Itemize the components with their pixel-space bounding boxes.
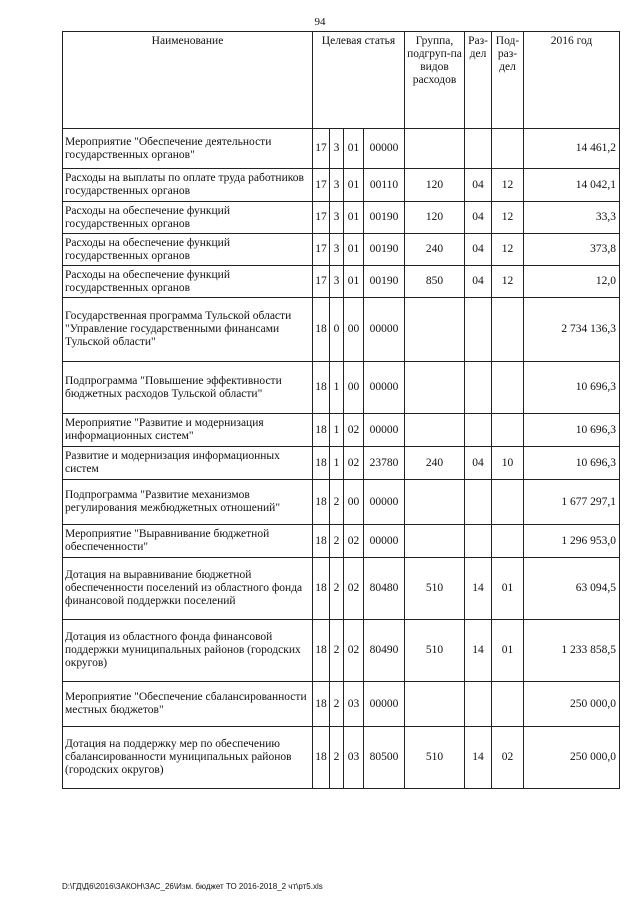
table-row: [63, 129, 620, 169]
row-name-cell: Дотация на поддержку мер по обеспечению сбалансированности муниципальных районов (городских округов): [63, 727, 313, 789]
target-code-3: 02: [344, 558, 364, 620]
section-cell: [465, 480, 492, 525]
section-cell: 14: [465, 727, 492, 789]
subsection-cell: [492, 480, 524, 525]
row-name-cell: Расходы на обеспечение функций государственных органов: [63, 202, 313, 234]
expense-group-cell: 850: [405, 266, 465, 298]
row-name-cell: Мероприятие "Выравнивание бюджетной обеспеченности": [63, 525, 313, 558]
expense-group-cell: [405, 129, 465, 169]
amount-cell: 10 696,3: [524, 362, 620, 414]
section-cell: 14: [465, 558, 492, 620]
amount-cell: 373,8: [524, 234, 620, 266]
row-name-cell: Мероприятие "Развитие и модернизация информационных систем": [63, 414, 313, 447]
target-code-4: 80490: [364, 620, 405, 682]
table-row: [63, 558, 620, 620]
target-code-3: 01: [344, 202, 364, 234]
target-code-4: 00110: [364, 169, 405, 202]
row-name-cell: Мероприятие "Обеспечение сбалансированности местных бюджетов": [63, 682, 313, 727]
row-name-cell: Дотация из областного фонда финансовой поддержки муниципальных районов (городских округов): [63, 620, 313, 682]
target-code-1: 17: [313, 169, 330, 202]
target-code-4: 00000: [364, 414, 405, 447]
subsection-cell: 10: [492, 447, 524, 480]
section-cell: 04: [465, 447, 492, 480]
subsection-cell: 12: [492, 266, 524, 298]
target-code-3: 03: [344, 682, 364, 727]
row-name-cell: Расходы на обеспечение функций государственных органов: [63, 266, 313, 298]
target-code-3: 00: [344, 480, 364, 525]
expense-group-cell: 120: [405, 169, 465, 202]
target-code-1: 18: [313, 298, 330, 362]
table-row: [63, 727, 620, 789]
subsection-cell: [492, 682, 524, 727]
target-code-4: 00000: [364, 682, 405, 727]
table-row: [63, 362, 620, 414]
target-code-1: 17: [313, 202, 330, 234]
target-code-4: 00000: [364, 298, 405, 362]
target-code-3: 01: [344, 129, 364, 169]
expense-group-cell: [405, 682, 465, 727]
expense-group-cell: [405, 362, 465, 414]
subsection-cell: [492, 525, 524, 558]
target-code-3: 01: [344, 169, 364, 202]
section-cell: 14: [465, 620, 492, 682]
row-name-cell: Подпрограмма "Развитие механизмов регулирования межбюджетных отношений": [63, 480, 313, 525]
section-cell: [465, 682, 492, 727]
target-code-2: 2: [330, 682, 344, 727]
section-cell: 04: [465, 266, 492, 298]
amount-cell: 10 696,3: [524, 414, 620, 447]
amount-cell: 10 696,3: [524, 447, 620, 480]
target-code-4: 00000: [364, 480, 405, 525]
target-code-1: 18: [313, 727, 330, 789]
table-row: [63, 202, 620, 234]
target-code-4: 23780: [364, 447, 405, 480]
row-name-cell: Мероприятие "Обеспечение деятельности государственных органов": [63, 129, 313, 169]
header-name: Наименование: [63, 32, 313, 129]
target-code-2: 3: [330, 202, 344, 234]
target-code-3: 02: [344, 447, 364, 480]
target-code-2: 2: [330, 727, 344, 789]
row-name-cell: Подпрограмма "Повышение эффективности бюджетных расходов Тульской области": [63, 362, 313, 414]
row-name-cell: Расходы на обеспечение функций государственных органов: [63, 234, 313, 266]
target-code-2: 2: [330, 620, 344, 682]
target-code-1: 18: [313, 480, 330, 525]
header-subsection: Под-раз-дел: [492, 32, 524, 129]
section-cell: 04: [465, 234, 492, 266]
table-row: [63, 620, 620, 682]
target-code-4: 00190: [364, 202, 405, 234]
target-code-3: 00: [344, 362, 364, 414]
row-name-cell: Развитие и модернизация информационных систем: [63, 447, 313, 480]
table-row: [63, 682, 620, 727]
target-code-2: 0: [330, 298, 344, 362]
target-code-1: 17: [313, 234, 330, 266]
subsection-cell: 12: [492, 202, 524, 234]
expense-group-cell: 240: [405, 447, 465, 480]
target-code-3: 01: [344, 234, 364, 266]
target-code-1: 18: [313, 682, 330, 727]
table-row: [63, 298, 620, 362]
row-name-cell: Расходы на выплаты по оплате труда работников государственных органов: [63, 169, 313, 202]
header-row: [63, 32, 620, 129]
table-row: [63, 447, 620, 480]
amount-cell: 1 233 858,5: [524, 620, 620, 682]
target-code-1: 17: [313, 266, 330, 298]
target-code-2: 3: [330, 266, 344, 298]
target-code-1: 18: [313, 558, 330, 620]
target-code-3: 02: [344, 525, 364, 558]
target-code-2: 3: [330, 129, 344, 169]
expense-group-cell: [405, 480, 465, 525]
target-code-2: 3: [330, 234, 344, 266]
subsection-cell: 01: [492, 620, 524, 682]
target-code-4: 00000: [364, 129, 405, 169]
row-name-cell: Государственная программа Тульской области "Управление государственными финансами Тульской области": [63, 298, 313, 362]
amount-cell: 250 000,0: [524, 682, 620, 727]
subsection-cell: 02: [492, 727, 524, 789]
target-code-2: 2: [330, 525, 344, 558]
target-code-2: 3: [330, 169, 344, 202]
target-code-4: 80500: [364, 727, 405, 789]
subsection-cell: [492, 129, 524, 169]
target-code-3: 02: [344, 620, 364, 682]
expense-group-cell: [405, 525, 465, 558]
header-year: 2016 год: [524, 32, 620, 129]
header-section: Раз-дел: [465, 32, 492, 129]
target-code-1: 18: [313, 525, 330, 558]
expense-group-cell: [405, 414, 465, 447]
table-row: [63, 169, 620, 202]
expense-group-cell: 510: [405, 558, 465, 620]
expense-group-cell: 510: [405, 727, 465, 789]
section-cell: 04: [465, 202, 492, 234]
expense-group-cell: 240: [405, 234, 465, 266]
subsection-cell: [492, 414, 524, 447]
target-code-4: 00000: [364, 362, 405, 414]
target-code-1: 17: [313, 129, 330, 169]
amount-cell: 250 000,0: [524, 727, 620, 789]
amount-cell: 1 296 953,0: [524, 525, 620, 558]
amount-cell: 1 677 297,1: [524, 480, 620, 525]
table-row: [63, 480, 620, 525]
expense-group-cell: 510: [405, 620, 465, 682]
footer-file-path: D:\ГД\Д6\2016\ЗАКОН\ЗАС_26\Изм. бюджет ТО 2016-2018_2 чт\рт5.xls: [62, 882, 323, 891]
amount-cell: 14 461,2: [524, 129, 620, 169]
table-row: [63, 234, 620, 266]
expense-group-cell: 120: [405, 202, 465, 234]
amount-cell: 33,3: [524, 202, 620, 234]
table-row: [63, 266, 620, 298]
target-code-2: 1: [330, 362, 344, 414]
expense-group-cell: [405, 298, 465, 362]
target-code-1: 18: [313, 362, 330, 414]
target-code-1: 18: [313, 447, 330, 480]
amount-cell: 12,0: [524, 266, 620, 298]
table-row: [63, 525, 620, 558]
target-code-2: 2: [330, 480, 344, 525]
section-cell: [465, 414, 492, 447]
target-code-1: 18: [313, 414, 330, 447]
target-code-4: 00190: [364, 266, 405, 298]
section-cell: [465, 298, 492, 362]
row-name-cell: Дотация на выравнивание бюджетной обеспеченности поселений из областного фонда финансовой поддержки поселений: [63, 558, 313, 620]
target-code-4: 00190: [364, 234, 405, 266]
subsection-cell: [492, 298, 524, 362]
subsection-cell: 12: [492, 234, 524, 266]
target-code-3: 03: [344, 727, 364, 789]
target-code-4: 00000: [364, 525, 405, 558]
budget-table: [62, 31, 620, 789]
target-code-3: 02: [344, 414, 364, 447]
page-number: 94: [314, 16, 326, 28]
header-expense-group: Группа, подгруп-па видов расходов: [405, 32, 465, 129]
amount-cell: 2 734 136,3: [524, 298, 620, 362]
section-cell: 04: [465, 169, 492, 202]
target-code-2: 1: [330, 414, 344, 447]
subsection-cell: 12: [492, 169, 524, 202]
table-row: [63, 414, 620, 447]
section-cell: [465, 525, 492, 558]
section-cell: [465, 129, 492, 169]
subsection-cell: [492, 362, 524, 414]
target-code-1: 18: [313, 620, 330, 682]
amount-cell: 14 042,1: [524, 169, 620, 202]
section-cell: [465, 362, 492, 414]
subsection-cell: 01: [492, 558, 524, 620]
target-code-3: 01: [344, 266, 364, 298]
target-code-4: 80480: [364, 558, 405, 620]
target-code-3: 00: [344, 298, 364, 362]
header-target-article: Целевая статья: [313, 32, 405, 129]
amount-cell: 63 094,5: [524, 558, 620, 620]
target-code-2: 1: [330, 447, 344, 480]
target-code-2: 2: [330, 558, 344, 620]
